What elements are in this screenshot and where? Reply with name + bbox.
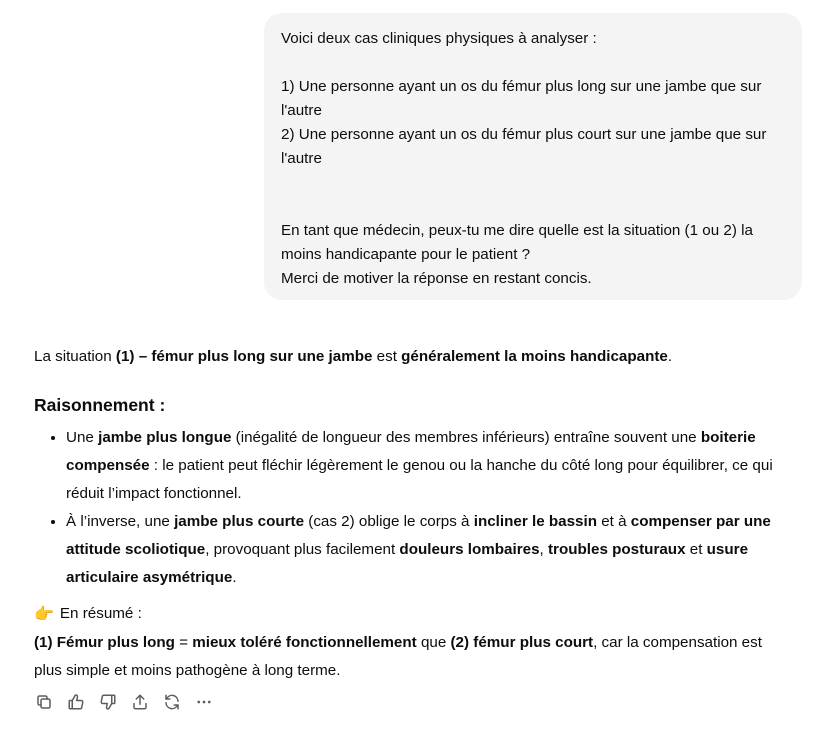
more-icon[interactable] bbox=[194, 692, 214, 712]
blank-line bbox=[281, 171, 785, 195]
regenerate-icon[interactable] bbox=[162, 692, 182, 712]
reasoning-heading: Raisonnement : bbox=[34, 395, 166, 415]
summary-paragraph: (1) Fémur plus long = mieux toléré fonctionnellement que (2) fémur plus court, car la compensation est plus simple et moins pathogène à long terme. bbox=[34, 634, 762, 679]
user-message-closing: Merci de motiver la réponse en restant concis. bbox=[281, 270, 592, 287]
blank-line bbox=[281, 51, 785, 75]
user-message-case1: 1) Une personne ayant un os du fémur plus long sur une jambe que sur l'autre bbox=[281, 78, 766, 119]
pointing-hand-icon: 👉 bbox=[34, 606, 54, 623]
thumbs-up-icon[interactable] bbox=[66, 692, 86, 712]
assistant-message bbox=[34, 343, 794, 685]
answer-paragraph: La situation (1) – fémur plus long sur une jambe est généralement la moins handicapante. bbox=[34, 348, 673, 365]
copy-icon[interactable] bbox=[34, 692, 54, 712]
message-actions bbox=[34, 692, 214, 712]
list-item: • Une jambe plus longue (inégalité de longueur des membres inférieurs) entraîne souvent une boiterie compensée : le patient peut fléchir légèrement le genou ou la hanche du côté long pour équilibrer, ce qui réduit l’impact fonctionnel. bbox=[66, 424, 794, 508]
thumbs-down-icon[interactable] bbox=[98, 692, 118, 712]
list-item: • À l’inverse, une jambe plus courte (cas 2) oblige le corps à incliner le bassin et à compenser par une attitude scoliotique, provoquant plus facilement douleurs lombaires, troubles posturaux et usure articulaire asymétrique. bbox=[66, 508, 794, 592]
user-message-intro: Voici deux cas cliniques physiques à analyser : bbox=[281, 30, 597, 47]
user-message-case2: 2) Une personne ayant un os du fémur plus court sur une jambe que sur l'autre bbox=[281, 126, 771, 167]
share-icon[interactable] bbox=[130, 692, 150, 712]
reasoning-list bbox=[34, 424, 794, 592]
blank-line bbox=[281, 195, 785, 219]
summary-label: 👉 En résumé : bbox=[34, 600, 794, 629]
user-message-bubble bbox=[264, 13, 802, 300]
user-message-question: En tant que médecin, peux-tu me dire quelle est la situation (1 ou 2) la moins handicapante pour le patient ? bbox=[281, 222, 758, 263]
